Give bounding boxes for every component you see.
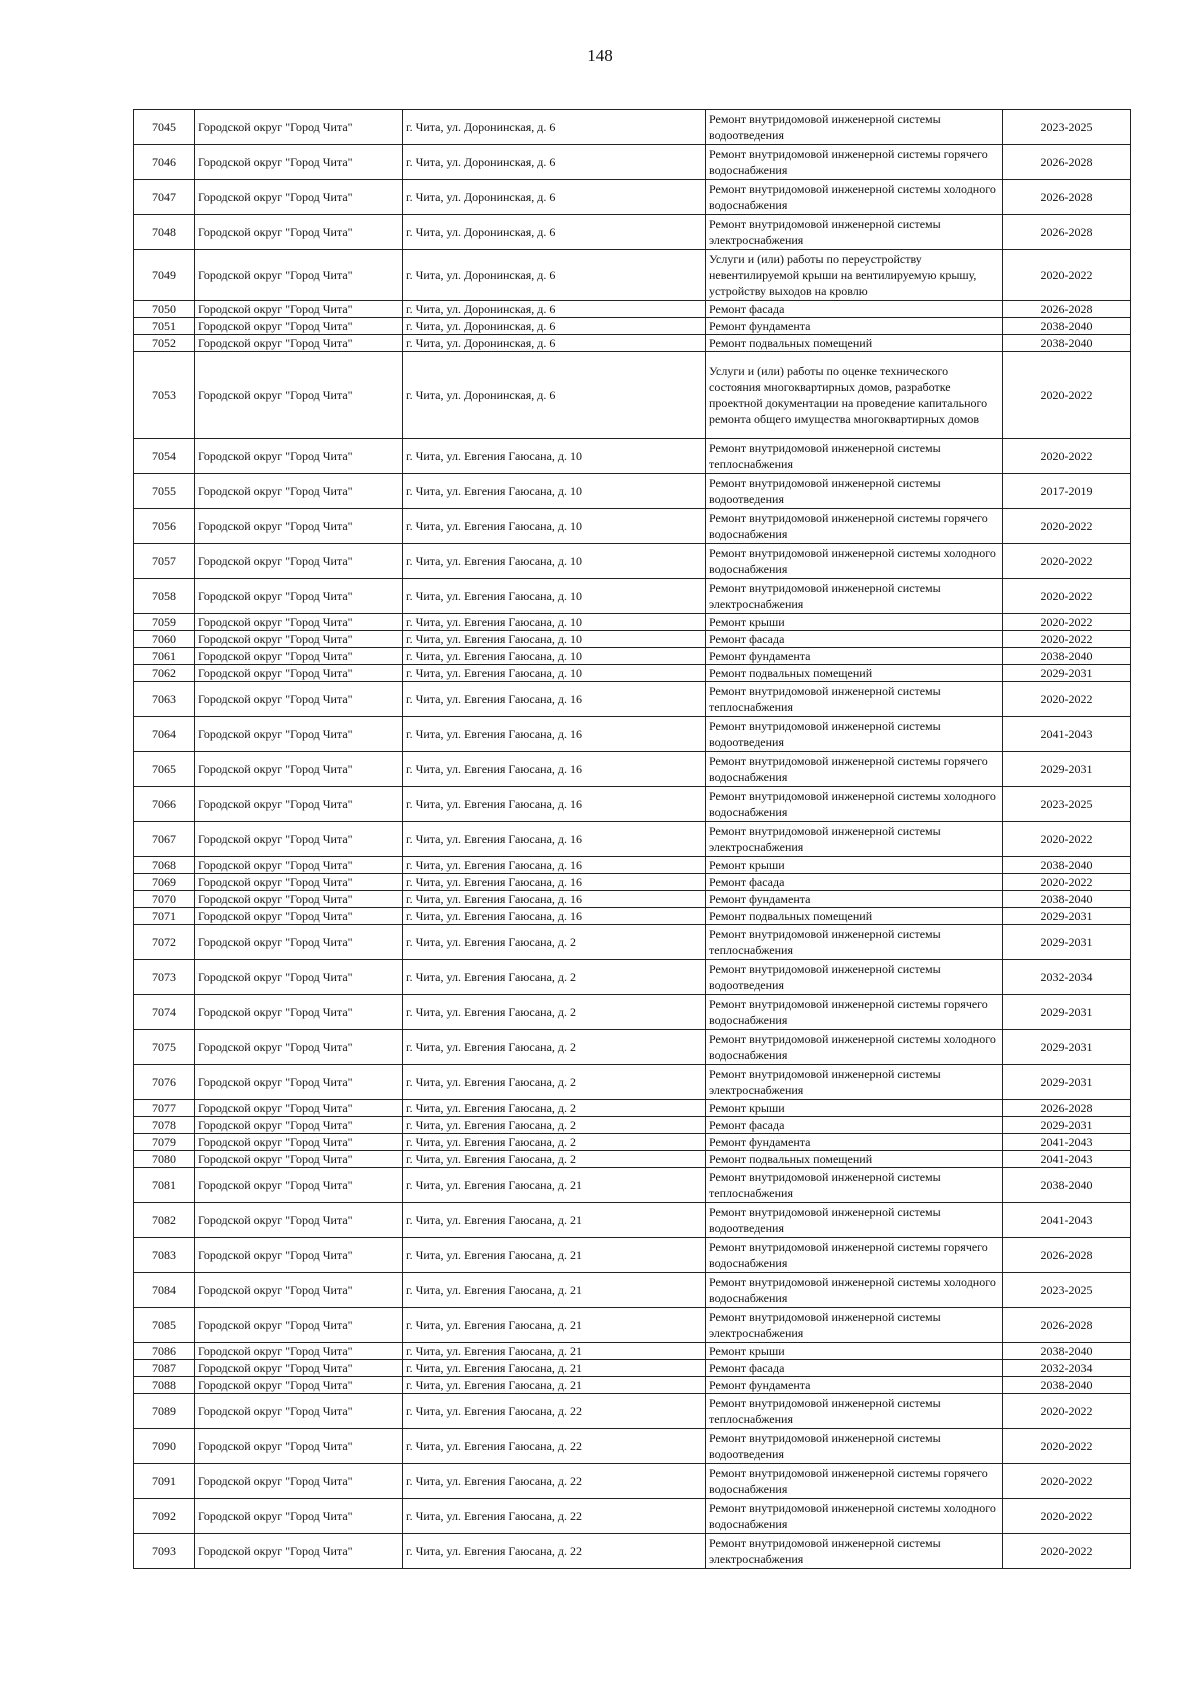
work-type-cell: Ремонт фундамента — [706, 1134, 1003, 1151]
row-number-cell: 7073 — [134, 960, 195, 995]
municipality-cell: Городской округ "Город Чита" — [195, 787, 403, 822]
address-cell: г. Чита, ул. Евгения Гаюсана, д. 2 — [403, 925, 706, 960]
table-row — [134, 1429, 1131, 1464]
municipality-cell: Городской округ "Город Чита" — [195, 1100, 403, 1117]
table-row — [134, 215, 1131, 250]
address-cell: г. Чита, ул. Евгения Гаюсана, д. 21 — [403, 1203, 706, 1238]
period-cell: 2017-2019 — [1003, 474, 1131, 509]
row-number-cell: 7055 — [134, 474, 195, 509]
table-row — [134, 717, 1131, 752]
municipality-cell: Городской округ "Город Чита" — [195, 215, 403, 250]
period-cell: 2020-2022 — [1003, 614, 1131, 631]
table-row — [134, 1343, 1131, 1360]
work-type-cell: Ремонт внутридомовой инженерной системы холодного водоснабжения — [706, 1030, 1003, 1065]
period-cell: 2038-2040 — [1003, 1343, 1131, 1360]
work-type-cell: Ремонт внутридомовой инженерной системы горячего водоснабжения — [706, 145, 1003, 180]
table-row — [134, 1238, 1131, 1273]
address-cell: г. Чита, ул. Доронинская, д. 6 — [403, 335, 706, 352]
period-cell: 2020-2022 — [1003, 631, 1131, 648]
municipality-cell: Городской округ "Город Чита" — [195, 180, 403, 215]
work-type-cell: Ремонт фасада — [706, 301, 1003, 318]
work-type-cell: Ремонт внутридомовой инженерной системы теплоснабжения — [706, 1394, 1003, 1429]
work-type-cell: Ремонт внутридомовой инженерной системы водоотведения — [706, 110, 1003, 145]
period-cell: 2038-2040 — [1003, 857, 1131, 874]
table-row — [134, 1134, 1131, 1151]
work-type-cell: Ремонт фасада — [706, 631, 1003, 648]
municipality-cell: Городской округ "Город Чита" — [195, 1117, 403, 1134]
row-number-cell: 7054 — [134, 439, 195, 474]
period-cell: 2026-2028 — [1003, 1100, 1131, 1117]
work-type-cell: Ремонт внутридомовой инженерной системы электроснабжения — [706, 1308, 1003, 1343]
address-cell: г. Чита, ул. Евгения Гаюсана, д. 10 — [403, 579, 706, 614]
municipality-cell: Городской округ "Город Чита" — [195, 335, 403, 352]
address-cell: г. Чита, ул. Евгения Гаюсана, д. 16 — [403, 908, 706, 925]
row-number-cell: 7059 — [134, 614, 195, 631]
address-cell: г. Чита, ул. Евгения Гаюсана, д. 22 — [403, 1534, 706, 1569]
row-number-cell: 7080 — [134, 1151, 195, 1168]
address-cell: г. Чита, ул. Евгения Гаюсана, д. 16 — [403, 682, 706, 717]
period-cell: 2023-2025 — [1003, 110, 1131, 145]
work-type-cell: Ремонт внутридомовой инженерной системы горячего водоснабжения — [706, 1238, 1003, 1273]
work-type-cell: Ремонт внутридомовой инженерной системы теплоснабжения — [706, 925, 1003, 960]
table-row — [134, 301, 1131, 318]
table-row — [134, 1100, 1131, 1117]
period-cell: 2038-2040 — [1003, 891, 1131, 908]
work-type-cell: Ремонт внутридомовой инженерной системы водоотведения — [706, 960, 1003, 995]
municipality-cell: Городской округ "Город Чита" — [195, 1429, 403, 1464]
row-number-cell: 7060 — [134, 631, 195, 648]
table-row — [134, 1360, 1131, 1377]
municipality-cell: Городской округ "Город Чита" — [195, 682, 403, 717]
period-cell: 2020-2022 — [1003, 579, 1131, 614]
row-number-cell: 7090 — [134, 1429, 195, 1464]
table-row — [134, 1273, 1131, 1308]
municipality-cell: Городской округ "Город Чита" — [195, 874, 403, 891]
period-cell: 2029-2031 — [1003, 925, 1131, 960]
work-type-cell: Ремонт фасада — [706, 1360, 1003, 1377]
municipality-cell: Городской округ "Город Чита" — [195, 665, 403, 682]
address-cell: г. Чита, ул. Евгения Гаюсана, д. 10 — [403, 509, 706, 544]
address-cell: г. Чита, ул. Евгения Гаюсана, д. 10 — [403, 614, 706, 631]
work-type-cell: Ремонт внутридомовой инженерной системы водоотведения — [706, 1203, 1003, 1238]
row-number-cell: 7078 — [134, 1117, 195, 1134]
table-row — [134, 509, 1131, 544]
period-cell: 2041-2043 — [1003, 1134, 1131, 1151]
table-row — [134, 474, 1131, 509]
row-number-cell: 7069 — [134, 874, 195, 891]
period-cell: 2029-2031 — [1003, 995, 1131, 1030]
address-cell: г. Чита, ул. Евгения Гаюсана, д. 2 — [403, 995, 706, 1030]
address-cell: г. Чита, ул. Евгения Гаюсана, д. 2 — [403, 1151, 706, 1168]
row-number-cell: 7091 — [134, 1464, 195, 1499]
row-number-cell: 7066 — [134, 787, 195, 822]
work-type-cell: Ремонт фасада — [706, 1117, 1003, 1134]
address-cell: г. Чита, ул. Евгения Гаюсана, д. 21 — [403, 1273, 706, 1308]
period-cell: 2041-2043 — [1003, 1203, 1131, 1238]
row-number-cell: 7086 — [134, 1343, 195, 1360]
address-cell: г. Чита, ул. Доронинская, д. 6 — [403, 180, 706, 215]
period-cell: 2038-2040 — [1003, 335, 1131, 352]
address-cell: г. Чита, ул. Евгения Гаюсана, д. 21 — [403, 1360, 706, 1377]
row-number-cell: 7051 — [134, 318, 195, 335]
table-row — [134, 857, 1131, 874]
municipality-cell: Городской округ "Город Чита" — [195, 752, 403, 787]
address-cell: г. Чита, ул. Евгения Гаюсана, д. 2 — [403, 1100, 706, 1117]
address-cell: г. Чита, ул. Евгения Гаюсана, д. 10 — [403, 648, 706, 665]
row-number-cell: 7083 — [134, 1238, 195, 1273]
period-cell: 2020-2022 — [1003, 509, 1131, 544]
period-cell: 2020-2022 — [1003, 1394, 1131, 1429]
period-cell: 2020-2022 — [1003, 682, 1131, 717]
table-row — [134, 960, 1131, 995]
period-cell: 2026-2028 — [1003, 301, 1131, 318]
period-cell: 2020-2022 — [1003, 1429, 1131, 1464]
period-cell: 2020-2022 — [1003, 874, 1131, 891]
work-type-cell: Ремонт внутридомовой инженерной системы холодного водоснабжения — [706, 544, 1003, 579]
work-type-cell: Ремонт внутридомовой инженерной системы горячего водоснабжения — [706, 509, 1003, 544]
table-row — [134, 1117, 1131, 1134]
table-row — [134, 614, 1131, 631]
work-type-cell: Ремонт внутридомовой инженерной системы электроснабжения — [706, 1065, 1003, 1100]
municipality-cell: Городской округ "Город Чита" — [195, 1134, 403, 1151]
page-number: 148 — [587, 46, 613, 65]
table-row — [134, 682, 1131, 717]
address-cell: г. Чита, ул. Евгения Гаюсана, д. 16 — [403, 787, 706, 822]
table-row — [134, 579, 1131, 614]
table-row — [134, 752, 1131, 787]
work-type-cell: Ремонт внутридомовой инженерной системы холодного водоснабжения — [706, 180, 1003, 215]
municipality-cell: Городской округ "Город Чита" — [195, 648, 403, 665]
municipality-cell: Городской округ "Город Чита" — [195, 352, 403, 439]
row-number-cell: 7087 — [134, 1360, 195, 1377]
row-number-cell: 7065 — [134, 752, 195, 787]
work-type-cell: Ремонт внутридомовой инженерной системы холодного водоснабжения — [706, 1499, 1003, 1534]
period-cell: 2020-2022 — [1003, 352, 1131, 439]
address-cell: г. Чита, ул. Доронинская, д. 6 — [403, 250, 706, 301]
repair-schedule-table — [133, 109, 1131, 1569]
row-number-cell: 7061 — [134, 648, 195, 665]
row-number-cell: 7064 — [134, 717, 195, 752]
work-type-cell: Ремонт крыши — [706, 1100, 1003, 1117]
municipality-cell: Городской округ "Город Чита" — [195, 250, 403, 301]
address-cell: г. Чита, ул. Доронинская, д. 6 — [403, 352, 706, 439]
address-cell: г. Чита, ул. Евгения Гаюсана, д. 22 — [403, 1394, 706, 1429]
period-cell: 2038-2040 — [1003, 1377, 1131, 1394]
row-number-cell: 7052 — [134, 335, 195, 352]
row-number-cell: 7075 — [134, 1030, 195, 1065]
row-number-cell: 7056 — [134, 509, 195, 544]
table-row — [134, 1394, 1131, 1429]
municipality-cell: Городской округ "Город Чита" — [195, 995, 403, 1030]
table-row — [134, 1030, 1131, 1065]
address-cell: г. Чита, ул. Доронинская, д. 6 — [403, 318, 706, 335]
municipality-cell: Городской округ "Город Чита" — [195, 1151, 403, 1168]
row-number-cell: 7092 — [134, 1499, 195, 1534]
row-number-cell: 7074 — [134, 995, 195, 1030]
table-row — [134, 544, 1131, 579]
row-number-cell: 7089 — [134, 1394, 195, 1429]
period-cell: 2029-2031 — [1003, 1030, 1131, 1065]
work-type-cell: Ремонт фундамента — [706, 891, 1003, 908]
municipality-cell: Городской округ "Город Чита" — [195, 474, 403, 509]
table-row — [134, 439, 1131, 474]
address-cell: г. Чита, ул. Евгения Гаюсана, д. 2 — [403, 1117, 706, 1134]
table-row — [134, 1534, 1131, 1569]
work-type-cell: Ремонт внутридомовой инженерной системы теплоснабжения — [706, 439, 1003, 474]
municipality-cell: Городской округ "Город Чита" — [195, 1238, 403, 1273]
table-body — [134, 110, 1131, 1569]
municipality-cell: Городской округ "Город Чита" — [195, 960, 403, 995]
work-type-cell: Ремонт внутридомовой инженерной системы теплоснабжения — [706, 1168, 1003, 1203]
work-type-cell: Ремонт внутридомовой инженерной системы теплоснабжения — [706, 682, 1003, 717]
municipality-cell: Городской округ "Город Чита" — [195, 1377, 403, 1394]
table-row — [134, 145, 1131, 180]
work-type-cell: Ремонт внутридомовой инженерной системы электроснабжения — [706, 1534, 1003, 1569]
table-row — [134, 648, 1131, 665]
municipality-cell: Городской округ "Город Чита" — [195, 145, 403, 180]
table-row — [134, 1151, 1131, 1168]
municipality-cell: Городской округ "Город Чита" — [195, 1030, 403, 1065]
address-cell: г. Чита, ул. Евгения Гаюсана, д. 16 — [403, 752, 706, 787]
row-number-cell: 7050 — [134, 301, 195, 318]
period-cell: 2032-2034 — [1003, 1360, 1131, 1377]
row-number-cell: 7072 — [134, 925, 195, 960]
work-type-cell: Ремонт крыши — [706, 1343, 1003, 1360]
period-cell: 2041-2043 — [1003, 717, 1131, 752]
municipality-cell: Городской округ "Город Чита" — [195, 1343, 403, 1360]
address-cell: г. Чита, ул. Евгения Гаюсана, д. 16 — [403, 891, 706, 908]
row-number-cell: 7082 — [134, 1203, 195, 1238]
address-cell: г. Чита, ул. Евгения Гаюсана, д. 2 — [403, 960, 706, 995]
table-row — [134, 1065, 1131, 1100]
row-number-cell: 7070 — [134, 891, 195, 908]
municipality-cell: Городской округ "Город Чита" — [195, 544, 403, 579]
period-cell: 2038-2040 — [1003, 318, 1131, 335]
period-cell: 2026-2028 — [1003, 1238, 1131, 1273]
row-number-cell: 7084 — [134, 1273, 195, 1308]
period-cell: 2029-2031 — [1003, 665, 1131, 682]
work-type-cell: Ремонт внутридомовой инженерной системы холодного водоснабжения — [706, 787, 1003, 822]
work-type-cell: Ремонт внутридомовой инженерной системы электроснабжения — [706, 215, 1003, 250]
address-cell: г. Чита, ул. Евгения Гаюсана, д. 16 — [403, 874, 706, 891]
work-type-cell: Ремонт внутридомовой инженерной системы горячего водоснабжения — [706, 1464, 1003, 1499]
period-cell: 2026-2028 — [1003, 180, 1131, 215]
table-row — [134, 180, 1131, 215]
address-cell: г. Чита, ул. Доронинская, д. 6 — [403, 110, 706, 145]
address-cell: г. Чита, ул. Евгения Гаюсана, д. 21 — [403, 1168, 706, 1203]
table-row — [134, 1499, 1131, 1534]
table-row — [134, 925, 1131, 960]
period-cell: 2020-2022 — [1003, 822, 1131, 857]
work-type-cell: Ремонт крыши — [706, 614, 1003, 631]
address-cell: г. Чита, ул. Евгения Гаюсана, д. 2 — [403, 1134, 706, 1151]
address-cell: г. Чита, ул. Евгения Гаюсана, д. 2 — [403, 1065, 706, 1100]
period-cell: 2032-2034 — [1003, 960, 1131, 995]
address-cell: г. Чита, ул. Евгения Гаюсана, д. 10 — [403, 544, 706, 579]
period-cell: 2038-2040 — [1003, 648, 1131, 665]
work-type-cell: Ремонт внутридомовой инженерной системы электроснабжения — [706, 579, 1003, 614]
table-row — [134, 318, 1131, 335]
address-cell: г. Чита, ул. Евгения Гаюсана, д. 22 — [403, 1499, 706, 1534]
table-row — [134, 1308, 1131, 1343]
municipality-cell: Городской округ "Город Чита" — [195, 1273, 403, 1308]
municipality-cell: Городской округ "Город Чита" — [195, 614, 403, 631]
table-row — [134, 1168, 1131, 1203]
address-cell: г. Чита, ул. Евгения Гаюсана, д. 10 — [403, 474, 706, 509]
municipality-cell: Городской округ "Город Чита" — [195, 1534, 403, 1569]
row-number-cell: 7088 — [134, 1377, 195, 1394]
table-row — [134, 874, 1131, 891]
municipality-cell: Городской округ "Город Чита" — [195, 1308, 403, 1343]
municipality-cell: Городской округ "Город Чита" — [195, 925, 403, 960]
period-cell: 2020-2022 — [1003, 1499, 1131, 1534]
address-cell: г. Чита, ул. Евгения Гаюсана, д. 22 — [403, 1464, 706, 1499]
work-type-cell: Ремонт подвальных помещений — [706, 335, 1003, 352]
municipality-cell: Городской округ "Город Чита" — [195, 439, 403, 474]
table-row — [134, 787, 1131, 822]
work-type-cell: Ремонт фундамента — [706, 318, 1003, 335]
table-row — [134, 110, 1131, 145]
period-cell: 2041-2043 — [1003, 1151, 1131, 1168]
work-type-cell: Ремонт крыши — [706, 857, 1003, 874]
row-number-cell: 7063 — [134, 682, 195, 717]
table-row — [134, 631, 1131, 648]
address-cell: г. Чита, ул. Евгения Гаюсана, д. 21 — [403, 1343, 706, 1360]
municipality-cell: Городской округ "Город Чита" — [195, 110, 403, 145]
row-number-cell: 7048 — [134, 215, 195, 250]
work-type-cell: Ремонт внутридомовой инженерной системы водоотведения — [706, 717, 1003, 752]
row-number-cell: 7046 — [134, 145, 195, 180]
address-cell: г. Чита, ул. Евгения Гаюсана, д. 10 — [403, 631, 706, 648]
municipality-cell: Городской округ "Город Чита" — [195, 1360, 403, 1377]
period-cell: 2029-2031 — [1003, 1117, 1131, 1134]
work-type-cell: Услуги и (или) работы по оценке технического состояния многоквартирных домов, разработке проектной документации на проведение капитального ремонта общего имущества многоквартирных домов — [706, 352, 1003, 439]
row-number-cell: 7076 — [134, 1065, 195, 1100]
period-cell: 2020-2022 — [1003, 544, 1131, 579]
table-row — [134, 891, 1131, 908]
table-row — [134, 665, 1131, 682]
municipality-cell: Городской округ "Город Чита" — [195, 908, 403, 925]
period-cell: 2026-2028 — [1003, 215, 1131, 250]
work-type-cell: Ремонт внутридомовой инженерной системы водоотведения — [706, 474, 1003, 509]
row-number-cell: 7047 — [134, 180, 195, 215]
address-cell: г. Чита, ул. Евгения Гаюсана, д. 21 — [403, 1377, 706, 1394]
row-number-cell: 7081 — [134, 1168, 195, 1203]
row-number-cell: 7049 — [134, 250, 195, 301]
work-type-cell: Ремонт подвальных помещений — [706, 1151, 1003, 1168]
work-type-cell: Ремонт фасада — [706, 874, 1003, 891]
municipality-cell: Городской округ "Город Чита" — [195, 301, 403, 318]
address-cell: г. Чита, ул. Евгения Гаюсана, д. 22 — [403, 1429, 706, 1464]
row-number-cell: 7077 — [134, 1100, 195, 1117]
address-cell: г. Чита, ул. Доронинская, д. 6 — [403, 301, 706, 318]
address-cell: г. Чита, ул. Евгения Гаюсана, д. 2 — [403, 1030, 706, 1065]
row-number-cell: 7067 — [134, 822, 195, 857]
address-cell: г. Чита, ул. Доронинская, д. 6 — [403, 145, 706, 180]
municipality-cell: Городской округ "Город Чита" — [195, 1464, 403, 1499]
row-number-cell: 7068 — [134, 857, 195, 874]
address-cell: г. Чита, ул. Евгения Гаюсана, д. 21 — [403, 1238, 706, 1273]
period-cell: 2020-2022 — [1003, 439, 1131, 474]
work-type-cell: Ремонт подвальных помещений — [706, 665, 1003, 682]
work-type-cell: Ремонт фундамента — [706, 648, 1003, 665]
municipality-cell: Городской округ "Город Чита" — [195, 1065, 403, 1100]
municipality-cell: Городской округ "Город Чита" — [195, 579, 403, 614]
address-cell: г. Чита, ул. Евгения Гаюсана, д. 16 — [403, 717, 706, 752]
municipality-cell: Городской округ "Город Чита" — [195, 1168, 403, 1203]
row-number-cell: 7062 — [134, 665, 195, 682]
row-number-cell: 7057 — [134, 544, 195, 579]
address-cell: г. Чита, ул. Евгения Гаюсана, д. 10 — [403, 439, 706, 474]
address-cell: г. Чита, ул. Евгения Гаюсана, д. 16 — [403, 857, 706, 874]
period-cell: 2020-2022 — [1003, 1534, 1131, 1569]
period-cell: 2038-2040 — [1003, 1168, 1131, 1203]
municipality-cell: Городской округ "Город Чита" — [195, 1203, 403, 1238]
row-number-cell: 7058 — [134, 579, 195, 614]
table-row — [134, 335, 1131, 352]
address-cell: г. Чита, ул. Евгения Гаюсана, д. 21 — [403, 1308, 706, 1343]
table-row — [134, 822, 1131, 857]
municipality-cell: Городской округ "Город Чита" — [195, 1499, 403, 1534]
period-cell: 2023-2025 — [1003, 1273, 1131, 1308]
municipality-cell: Городской округ "Город Чита" — [195, 1394, 403, 1429]
row-number-cell: 7085 — [134, 1308, 195, 1343]
address-cell: г. Чита, ул. Доронинская, д. 6 — [403, 215, 706, 250]
period-cell: 2023-2025 — [1003, 787, 1131, 822]
period-cell: 2020-2022 — [1003, 250, 1131, 301]
municipality-cell: Городской округ "Город Чита" — [195, 822, 403, 857]
municipality-cell: Городской округ "Город Чита" — [195, 318, 403, 335]
row-number-cell: 7079 — [134, 1134, 195, 1151]
period-cell: 2026-2028 — [1003, 145, 1131, 180]
municipality-cell: Городской округ "Город Чита" — [195, 631, 403, 648]
table-row — [134, 908, 1131, 925]
municipality-cell: Городской округ "Город Чита" — [195, 509, 403, 544]
table-row — [134, 995, 1131, 1030]
row-number-cell: 7071 — [134, 908, 195, 925]
table-row — [134, 250, 1131, 301]
row-number-cell: 7045 — [134, 110, 195, 145]
work-type-cell: Ремонт внутридомовой инженерной системы водоотведения — [706, 1429, 1003, 1464]
work-type-cell: Ремонт внутридомовой инженерной системы электроснабжения — [706, 822, 1003, 857]
address-cell: г. Чита, ул. Евгения Гаюсана, д. 10 — [403, 665, 706, 682]
work-type-cell: Ремонт подвальных помещений — [706, 908, 1003, 925]
period-cell: 2029-2031 — [1003, 908, 1131, 925]
table-row — [134, 1203, 1131, 1238]
municipality-cell: Городской округ "Город Чита" — [195, 717, 403, 752]
table-row — [134, 1377, 1131, 1394]
period-cell: 2029-2031 — [1003, 752, 1131, 787]
municipality-cell: Городской округ "Город Чита" — [195, 891, 403, 908]
row-number-cell: 7093 — [134, 1534, 195, 1569]
address-cell: г. Чита, ул. Евгения Гаюсана, д. 16 — [403, 822, 706, 857]
period-cell: 2020-2022 — [1003, 1464, 1131, 1499]
period-cell: 2026-2028 — [1003, 1308, 1131, 1343]
work-type-cell: Ремонт внутридомовой инженерной системы холодного водоснабжения — [706, 1273, 1003, 1308]
work-type-cell: Услуги и (или) работы по переустройству невентилируемой крыши на вентилируемую крышу, устройству выходов на кровлю — [706, 250, 1003, 301]
table-row — [134, 352, 1131, 439]
row-number-cell: 7053 — [134, 352, 195, 439]
work-type-cell: Ремонт внутридомовой инженерной системы горячего водоснабжения — [706, 995, 1003, 1030]
work-type-cell: Ремонт фундамента — [706, 1377, 1003, 1394]
period-cell: 2029-2031 — [1003, 1065, 1131, 1100]
municipality-cell: Городской округ "Город Чита" — [195, 857, 403, 874]
work-type-cell: Ремонт внутридомовой инженерной системы горячего водоснабжения — [706, 752, 1003, 787]
table-row — [134, 1464, 1131, 1499]
